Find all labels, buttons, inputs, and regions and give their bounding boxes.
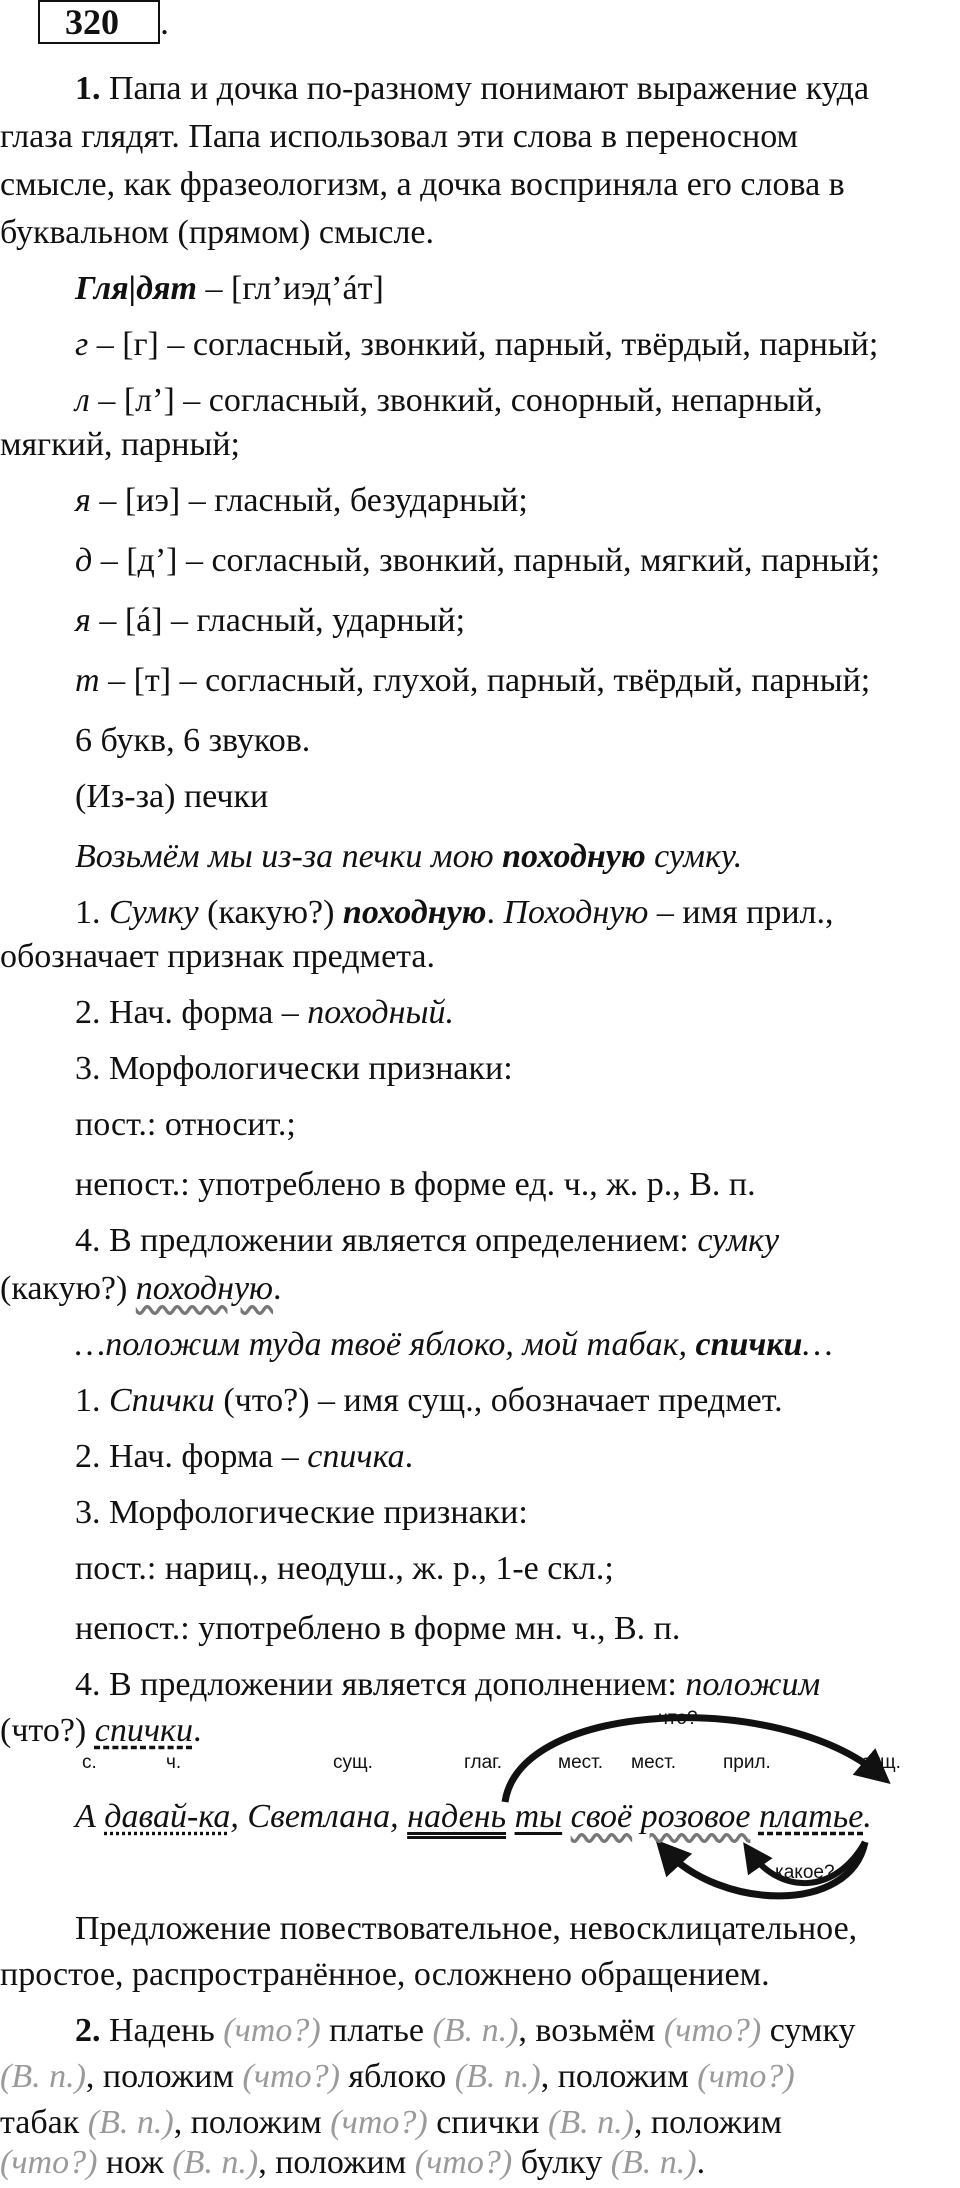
text: нож <box>97 2144 173 2181</box>
phonetic-desc: – [á] – гласный, ударный; <box>90 602 466 639</box>
phonetic-item-cont: мягкий, парный; <box>0 426 240 463</box>
part1-number: 1. <box>75 70 101 107</box>
noun-sentence <box>75 1320 960 1370</box>
phonetic-item <box>75 320 960 370</box>
case-question-hint: (что?) <box>697 2058 795 2095</box>
case-question-hint: (В. п.) <box>0 2058 86 2095</box>
word: . <box>863 1798 872 1835</box>
part2-line-1 <box>75 2006 960 2056</box>
text: яблоко <box>339 2058 455 2095</box>
case-question-hint: (В. п.) <box>87 2104 174 2141</box>
text: спичка <box>307 1438 405 1475</box>
phonetic-letter: я <box>75 482 91 519</box>
sentence-description-1: Предложение повествовательное, невосклицательное, <box>75 1910 858 1947</box>
phonetic-letter: д <box>75 542 93 579</box>
dashed-underlined-word: спички <box>94 1712 193 1749</box>
text: (что?) – имя сущ., обозначает предмет. <box>214 1382 783 1419</box>
text: , возьмём <box>518 2012 664 2049</box>
case-question-hint: (что?) <box>0 2144 98 2181</box>
pos-label: мест. <box>631 1752 677 1773</box>
arrow-verb-to-object <box>505 1718 880 1802</box>
text: (что?) <box>0 1712 95 1749</box>
case-question-hint: (что?) <box>242 2058 340 2095</box>
part1-line-4: буквальном (прямом) смысле. <box>0 214 435 251</box>
part1-text: Папа и дочка по-разному понимают выражение куда <box>109 70 870 107</box>
text: Сумку <box>109 894 199 931</box>
adj-item-4-cont <box>0 1264 950 1314</box>
adj-item-3a: пост.: относит.; <box>75 1106 296 1143</box>
text: , положим <box>258 2144 415 2181</box>
adj-item-1 <box>75 888 960 938</box>
phonetic-transcription: – [гл’иэд’áт] <box>197 270 384 307</box>
exercise-number-box <box>38 0 160 44</box>
text: 4. В предложении является дополнением: <box>75 1666 686 1703</box>
text: платье <box>320 2012 433 2049</box>
phonetic-desc: – [иэ] – гласный, безударный; <box>90 482 528 519</box>
text: спички <box>427 2104 548 2141</box>
question-label-top: что? <box>658 1708 698 1729</box>
phonetic-letter: я <box>75 602 91 639</box>
part2-line-2 <box>0 2052 950 2102</box>
phonetic-item <box>75 596 960 646</box>
pos-label: с. <box>82 1752 97 1773</box>
word-object: платье <box>758 1798 864 1835</box>
noun-item-3: 3. Морфологические признаки: <box>75 1494 528 1531</box>
case-question-hint: (что?) <box>223 2012 321 2049</box>
text: (какую?) <box>0 1270 136 1307</box>
word-attribute: розовое <box>640 1798 751 1835</box>
adj-item-1-cont: обозначает признак предмета. <box>0 938 436 975</box>
adj-sentence <box>75 832 960 882</box>
parsed-sentence <box>75 1792 960 1842</box>
text: табак <box>0 2104 88 2141</box>
sentence-description-2: простое, распространённое, осложнено обращением. <box>0 1956 770 1993</box>
adj-heading: (Из-за) печки <box>75 778 269 815</box>
pos-label: прил. <box>723 1752 771 1773</box>
pos-label: сущ. <box>861 1752 901 1773</box>
phonetic-heading <box>75 264 960 314</box>
text: Надень <box>100 2012 224 2049</box>
pos-label: глаг. <box>464 1752 503 1773</box>
phonetic-item <box>75 476 960 526</box>
noun-item-1 <box>75 1376 960 1426</box>
text: походный. <box>307 994 454 1031</box>
case-question-hint: (что?) <box>414 2144 513 2181</box>
text: , положим <box>633 2104 782 2141</box>
sentence-part: сумку. <box>645 838 743 875</box>
phonetic-word: Гля|дят <box>75 270 198 307</box>
text: сумку <box>761 2012 856 2049</box>
exercise-number-dot: . <box>160 2 169 42</box>
part2-number: 2. <box>75 2012 101 2049</box>
pos-label: ч. <box>166 1752 182 1773</box>
phonetic-item <box>75 376 960 426</box>
phonetic-letter: т <box>75 662 100 699</box>
word-predicate: надень <box>407 1798 507 1835</box>
wavy-underlined-word: походную <box>135 1270 274 1307</box>
pos-label: сущ. <box>333 1752 373 1773</box>
case-question-hint: (В. п.) <box>172 2144 259 2181</box>
part2-line-1-text <box>101 2012 856 2049</box>
adj-item-4 <box>75 1216 960 1266</box>
text: – имя прил., <box>648 894 834 931</box>
text: . <box>486 894 504 931</box>
adj-item-2 <box>75 988 960 1038</box>
word-particle: давай-ка <box>104 1798 231 1835</box>
text: 2. Нач. форма – <box>75 994 308 1031</box>
phonetic-desc: – [л’] – согласный, звонкий, сонорный, непарный, <box>89 382 823 419</box>
text: . <box>696 2144 706 2181</box>
text: булку <box>512 2144 611 2181</box>
text: . <box>273 1270 282 1307</box>
text: Спички <box>109 1382 215 1419</box>
text: положим <box>685 1666 821 1703</box>
case-question-hint: (В. п.) <box>432 2012 519 2049</box>
exercise-number: 320 <box>65 2 119 42</box>
part1-line-1 <box>75 64 960 114</box>
case-question-hint: (что?) <box>330 2104 428 2141</box>
phonetic-item <box>75 536 960 586</box>
text: , положим <box>85 2058 243 2095</box>
phonetic-summary: 6 букв, 6 звуков. <box>75 722 311 759</box>
noun-item-3a: пост.: нариц., неодуш., ж. р., 1-е скл.; <box>75 1550 614 1587</box>
phonetic-desc: – [г] – согласный, звонкий, парный, твёрдый, парный; <box>88 326 879 363</box>
phonetic-desc: – [д’] – согласный, звонкий, парный, мягкий, парный; <box>92 542 881 579</box>
text: сумку <box>697 1222 780 1259</box>
pos-label: мест. <box>558 1752 604 1773</box>
phonetic-letter: г <box>75 326 89 363</box>
part1-line-3: смысле, как фразеологизм, а дочка восприняла его слова в <box>0 166 845 203</box>
word: А <box>75 1798 105 1835</box>
case-question-hint: (В. п.) <box>454 2058 541 2095</box>
text: . <box>404 1438 414 1475</box>
part2-line-4 <box>0 2138 950 2188</box>
adj-item-3: 3. Морфологически признаки: <box>75 1050 513 1087</box>
text: , положим <box>173 2104 331 2141</box>
word-attribute: своё <box>570 1798 633 1835</box>
case-question-hint: (В. п.) <box>548 2104 634 2141</box>
phonetic-desc: – [т] – согласный, глухой, парный, твёрдый, парный; <box>99 662 871 699</box>
text: 4. В предложении является определением: <box>75 1222 698 1259</box>
part1-line-2: глаза глядят. Папа использовал эти слова в переносном <box>0 118 799 155</box>
word-subject: ты <box>514 1798 563 1835</box>
question-label-bottom: какое? <box>775 1862 835 1883</box>
text: 2. Нач. форма – <box>75 1438 308 1475</box>
sentence-focus-word: походную <box>502 838 646 875</box>
word-address: , Светлана, <box>230 1798 408 1835</box>
sentence-part: Возьмём мы из-за печки мою <box>75 838 503 875</box>
text: 1. <box>75 894 109 931</box>
phonetic-letter: л <box>75 382 90 419</box>
sentence-focus-word: спички <box>695 1326 803 1363</box>
noun-item-3b: непост.: употреблено в форме мн. ч., В. п. <box>75 1610 681 1647</box>
text: , положим <box>540 2058 698 2095</box>
text: . <box>192 1712 202 1749</box>
sentence-part: … <box>802 1326 833 1363</box>
noun-item-2 <box>75 1432 960 1482</box>
text: Походную <box>503 894 649 931</box>
text: (какую?) <box>198 894 343 931</box>
case-question-hint: (В. п.) <box>610 2144 697 2181</box>
adj-item-3b: непост.: употреблено в форме ед. ч., ж. р., В. п. <box>75 1166 756 1203</box>
phonetic-item <box>75 656 960 706</box>
case-question-hint: (что?) <box>663 2012 762 2049</box>
text: походную <box>342 894 487 931</box>
sentence-part: …положим туда твоё яблоко, мой табак, <box>75 1326 696 1363</box>
text: 1. <box>75 1382 109 1419</box>
